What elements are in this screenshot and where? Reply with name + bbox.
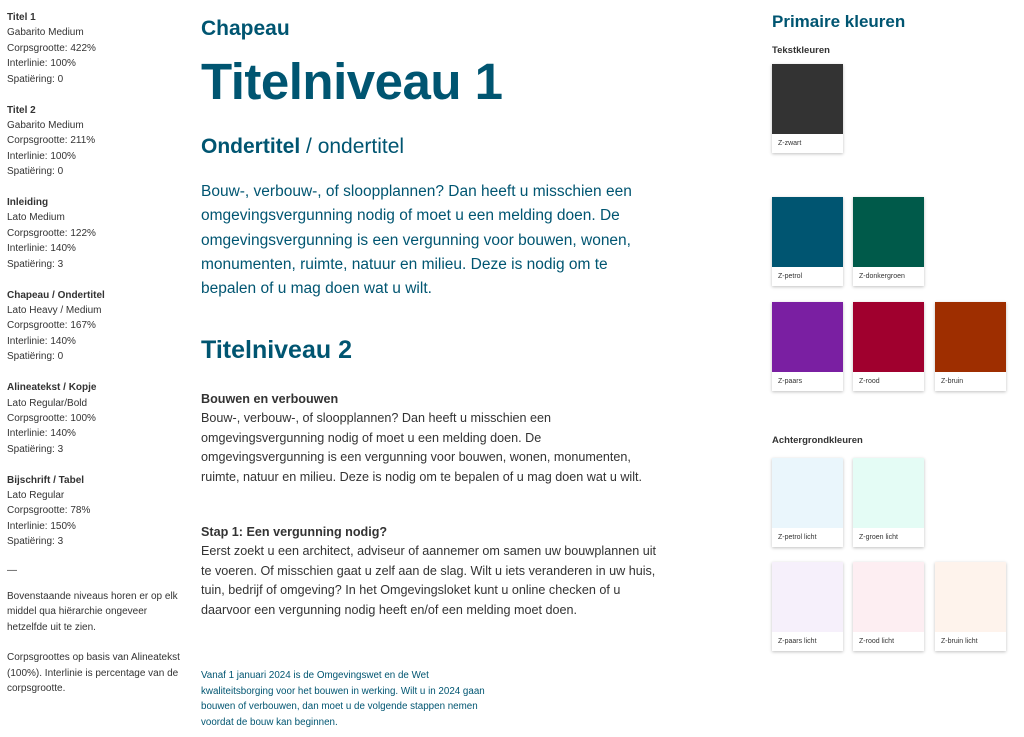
swatch-fill bbox=[935, 302, 1006, 372]
spec-title: Alineatekst / Kopje bbox=[7, 382, 97, 394]
text-colors-label: Tekstkleuren bbox=[772, 45, 830, 56]
swatch-z-petrol bbox=[772, 197, 843, 286]
spec-note: Bovenstaande niveaus horen er op elk middel qua hiërarchie ongeveer hetzelfde uit te zien. bbox=[7, 590, 178, 633]
section-body: Bouw-, verbouw-, of sloopplannen? Dan heeft u misschien een omgevingsvergunning nodig of moet u een melding doen. De omgevingsvergunning is een vergunning voor bouwen, wonen, monumenten, ruimte, natuur en milieu. Deze is nodig om te bepalen of u mag doen wat u wilt. bbox=[201, 411, 643, 484]
swatch-name: Z-rood bbox=[859, 378, 880, 385]
swatch-fill bbox=[772, 197, 843, 267]
swatch-fill bbox=[853, 197, 924, 267]
swatch-fill bbox=[853, 562, 924, 632]
section-body: Eerst zoekt u een architect, adviseur of aannemer om samen uw bouwplannen uit te voeren. Of misschien gaat u zelf aan de slag. Wilt u iets veranderen in uw huis, tuin, bedrijf of omgeving? In het Omgevingsloket kunt u online checken of u daarvoor een vergunning nodig heeft en/of een melding moet doen. bbox=[201, 544, 657, 617]
spec-title: Bijschrift / Tabel bbox=[7, 474, 85, 486]
colors-title: Primaire kleuren bbox=[772, 12, 906, 31]
spec-line: Lato Regular bbox=[7, 490, 65, 502]
spec-line: Gabarito Medium bbox=[7, 27, 84, 39]
swatch-z-bruin-licht bbox=[935, 562, 1006, 651]
spec-line: Spatiëring: 3 bbox=[7, 536, 64, 548]
spec-title: Titel 2 bbox=[7, 104, 36, 116]
spec-line: Lato Heavy / Medium bbox=[7, 305, 102, 316]
swatch-fill bbox=[772, 562, 843, 632]
swatch-z-zwart bbox=[772, 64, 843, 153]
swatch-name: Z-groen licht bbox=[859, 534, 898, 541]
spec-line: Spatiëring: 0 bbox=[7, 73, 64, 85]
swatch-fill bbox=[772, 64, 843, 134]
swatch-fill bbox=[772, 458, 843, 528]
swatch-z-paars-licht bbox=[772, 562, 843, 651]
spec-line: Spatiëring: 3 bbox=[7, 258, 64, 270]
swatch-name: Z-donkergroen bbox=[859, 273, 905, 280]
swatch-name: Z-paars licht bbox=[778, 638, 817, 645]
subtitle-bold: Ondertitel bbox=[201, 135, 301, 158]
spec-divider-dash: — bbox=[7, 565, 17, 577]
spec-alineatekst-kopje bbox=[7, 380, 182, 457]
swatch-fill bbox=[772, 302, 843, 372]
swatch-name: Z-rood licht bbox=[859, 638, 895, 645]
spec-inleiding bbox=[7, 195, 182, 272]
spec-chapeau-ondertitel bbox=[7, 288, 182, 365]
swatch-fill bbox=[935, 562, 1006, 632]
spec-line: Interlinie: 140% bbox=[7, 335, 76, 347]
title-level-1: Titelniveau 1 bbox=[201, 53, 503, 110]
swatch-fill bbox=[853, 302, 924, 372]
swatch-z-bruin bbox=[935, 302, 1006, 391]
title-level-2: Titelniveau 2 bbox=[201, 336, 352, 364]
swatch-z-donkergroen bbox=[853, 197, 924, 286]
swatch-name: Z-bruin bbox=[941, 378, 964, 385]
spec-line: Gabarito Medium bbox=[7, 119, 84, 131]
spec-title: Titel 1 bbox=[7, 12, 36, 23]
spec-bijschrift-tabel bbox=[7, 473, 182, 550]
spec-title: Inleiding bbox=[7, 197, 49, 209]
spec-line: Corpsgrootte: 211% bbox=[7, 135, 96, 147]
swatch-name: Z-paars bbox=[778, 378, 803, 385]
spec-line: Corpsgrootte: 122% bbox=[7, 227, 96, 239]
spec-titel-2 bbox=[7, 103, 182, 180]
spec-title: Chapeau / Ondertitel bbox=[7, 289, 105, 301]
chapeau-text: Chapeau bbox=[201, 17, 290, 40]
spec-line: Lato Regular/Bold bbox=[7, 397, 88, 409]
caption-text: Vanaf 1 januari 2024 is de Omgevingswet en de Wet kwaliteitsborging voor het bouwen in werking. Wilt u in 2024 gaan bouwen of verbouwen, dan moet u de volgende stappen nemen voordat de bouw kan beginnen. bbox=[201, 670, 485, 728]
intro-paragraph: Bouw-, verbouw-, of sloopplannen? Dan heeft u misschien een omgevingsvergunning nodig of moet u een melding doen. De omgevingsvergunning is een vergunning voor bouwen, wonen, monumenten, ruimte, natuur en milieu. Deze is nodig om te bepalen of u mag doen wat u wilt. bbox=[201, 183, 632, 298]
swatch-z-groen-licht bbox=[853, 458, 924, 547]
spec-titel-1 bbox=[7, 10, 182, 87]
section-heading: Bouwen en verbouwen bbox=[201, 392, 339, 406]
spec-line: Corpsgrootte: 422% bbox=[7, 42, 96, 54]
section-stap-1 bbox=[201, 523, 661, 620]
subtitle bbox=[201, 135, 404, 159]
spec-line: Interlinie: 100% bbox=[7, 58, 76, 70]
spec-line: Lato Medium bbox=[7, 212, 65, 224]
spec-line: Spatiëring: 3 bbox=[7, 443, 64, 455]
spec-line: Spatiëring: 0 bbox=[7, 166, 64, 178]
swatch-z-rood-licht bbox=[853, 562, 924, 651]
section-heading: Stap 1: Een vergunning nodig? bbox=[201, 525, 388, 539]
spec-line: Interlinie: 100% bbox=[7, 150, 76, 162]
spec-line: Spatiëring: 0 bbox=[7, 351, 64, 363]
subtitle-regular: / ondertitel bbox=[300, 135, 405, 158]
spec-line: Corpsgrootte: 167% bbox=[7, 320, 96, 332]
section-bouwen-en-verbouwen bbox=[201, 390, 661, 487]
spec-line: Interlinie: 140% bbox=[7, 243, 76, 255]
swatch-z-petrol-licht bbox=[772, 458, 843, 547]
spec-line: Interlinie: 150% bbox=[7, 520, 76, 532]
spec-line: Corpsgrootte: 100% bbox=[7, 412, 96, 424]
spec-note: Corpsgroottes op basis van Alineatekst (100%). Interlinie is percentage van de corpsgrootte. bbox=[7, 652, 180, 695]
swatch-fill bbox=[853, 458, 924, 528]
spec-line: Interlinie: 140% bbox=[7, 428, 76, 440]
swatch-name: Z-petrol bbox=[778, 273, 803, 280]
spec-line: Corpsgrootte: 78% bbox=[7, 505, 91, 517]
swatch-z-paars bbox=[772, 302, 843, 391]
typography-spec-column bbox=[7, 10, 182, 712]
swatch-z-rood bbox=[853, 302, 924, 391]
swatch-name: Z-zwart bbox=[778, 140, 802, 147]
background-colors-label: Achtergrondkleuren bbox=[772, 435, 863, 446]
swatch-name: Z-bruin licht bbox=[941, 638, 978, 645]
swatch-name: Z-petrol licht bbox=[778, 534, 817, 541]
